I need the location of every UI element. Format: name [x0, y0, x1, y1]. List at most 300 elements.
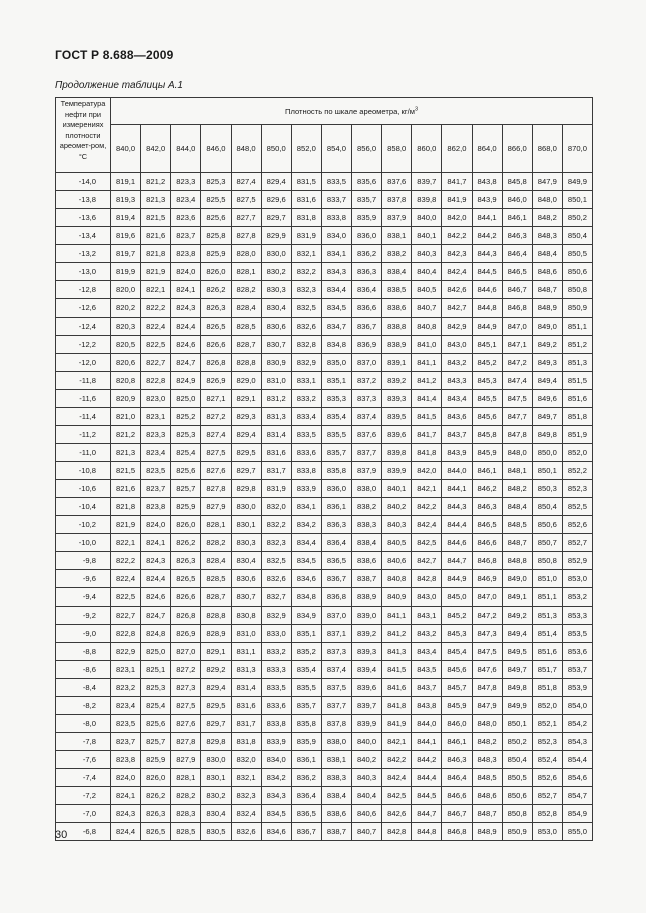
density-cell: 837,6	[352, 425, 382, 443]
density-cell: 839,0	[352, 606, 382, 624]
density-cell: 835,8	[291, 714, 321, 732]
density-cell: 839,7	[352, 696, 382, 714]
density-cell: 823,7	[111, 732, 141, 750]
density-cell: 839,9	[352, 714, 382, 732]
density-cell: 848,3	[472, 751, 502, 769]
density-cell: 835,9	[352, 209, 382, 227]
density-cell: 820,3	[111, 317, 141, 335]
density-cell: 822,8	[111, 624, 141, 642]
density-cell: 836,8	[321, 588, 351, 606]
temperature-cell: -8,2	[56, 696, 111, 714]
density-cell: 850,2	[502, 732, 532, 750]
temperature-cell: -11,0	[56, 443, 111, 461]
density-cell: 842,2	[412, 498, 442, 516]
density-cell: 822,4	[111, 570, 141, 588]
density-cell: 837,2	[352, 371, 382, 389]
table-row	[56, 191, 593, 209]
density-cell: 848,3	[532, 227, 562, 245]
density-cell: 825,4	[141, 696, 171, 714]
density-cell: 826,2	[201, 281, 231, 299]
density-cell: 827,2	[201, 407, 231, 425]
column-header: 866,0	[502, 125, 532, 173]
temperature-cell: -7,2	[56, 787, 111, 805]
density-cell: 829,7	[261, 209, 291, 227]
density-cell: 850,8	[532, 552, 562, 570]
density-cell: 829,7	[231, 462, 261, 480]
density-cell: 821,0	[111, 407, 141, 425]
density-cell: 824,4	[141, 570, 171, 588]
density-cell: 825,9	[171, 498, 201, 516]
density-cell: 826,9	[171, 624, 201, 642]
density-cell: 845,8	[472, 425, 502, 443]
density-cell: 825,9	[201, 245, 231, 263]
density-cell: 842,9	[442, 317, 472, 335]
temperature-cell: -11,8	[56, 371, 111, 389]
density-cell: 829,0	[231, 371, 261, 389]
temperature-cell: -12,8	[56, 281, 111, 299]
density-cell: 823,3	[171, 173, 201, 191]
density-cell: 831,5	[291, 173, 321, 191]
density-header-sup: 3	[414, 105, 418, 112]
density-cell: 829,7	[201, 714, 231, 732]
density-cell: 833,9	[261, 732, 291, 750]
temperature-cell: -8,4	[56, 678, 111, 696]
density-cell: 834,1	[291, 498, 321, 516]
column-header: 852,0	[291, 125, 321, 173]
density-cell: 827,5	[171, 696, 201, 714]
density-cell: 833,8	[261, 714, 291, 732]
density-cell: 848,5	[472, 769, 502, 787]
density-cell: 849,7	[502, 660, 532, 678]
density-cell: 847,9	[532, 173, 562, 191]
density-cell: 841,8	[412, 443, 442, 461]
density-cell: 842,7	[442, 299, 472, 317]
density-cell: 837,9	[382, 209, 412, 227]
density-cell: 825,2	[171, 407, 201, 425]
density-cell: 847,4	[502, 371, 532, 389]
density-cell: 834,4	[291, 534, 321, 552]
density-cell: 845,8	[502, 173, 532, 191]
density-cell: 852,8	[532, 805, 562, 823]
temperature-cell: -9,6	[56, 570, 111, 588]
density-cell: 820,9	[111, 389, 141, 407]
density-cell: 839,8	[382, 443, 412, 461]
density-cell: 843,4	[442, 389, 472, 407]
density-cell: 828,0	[231, 245, 261, 263]
density-cell: 844,5	[472, 263, 502, 281]
density-cell: 830,4	[231, 552, 261, 570]
density-cell: 825,6	[141, 714, 171, 732]
density-cell: 843,7	[412, 678, 442, 696]
density-cell: 849,8	[502, 678, 532, 696]
density-cell: 852,0	[562, 443, 592, 461]
density-cell: 831,4	[261, 425, 291, 443]
density-cell: 829,2	[201, 660, 231, 678]
density-cell: 843,8	[412, 696, 442, 714]
density-cell: 832,3	[291, 281, 321, 299]
density-cell: 831,7	[231, 714, 261, 732]
density-cell: 823,7	[171, 227, 201, 245]
density-cell: 828,7	[201, 588, 231, 606]
density-cell: 832,0	[231, 751, 261, 769]
density-cell: 829,4	[201, 678, 231, 696]
column-header: 858,0	[382, 125, 412, 173]
table-caption: Продолжение таблицы А.1	[55, 80, 183, 91]
density-cell: 846,1	[472, 462, 502, 480]
density-cell: 847,1	[502, 335, 532, 353]
temperature-cell: -12,6	[56, 299, 111, 317]
density-cell: 830,4	[201, 805, 231, 823]
temperature-cell: -10,4	[56, 498, 111, 516]
density-cell: 822,7	[111, 606, 141, 624]
density-super-header	[111, 98, 593, 125]
density-cell: 826,6	[171, 588, 201, 606]
density-cell: 836,2	[291, 769, 321, 787]
density-cell: 840,6	[352, 805, 382, 823]
temperature-cell: -6,8	[56, 823, 111, 841]
density-cell: 820,6	[111, 353, 141, 371]
density-cell: 840,0	[352, 732, 382, 750]
density-cell: 831,0	[261, 371, 291, 389]
density-cell: 823,6	[171, 209, 201, 227]
temperature-cell: -13,4	[56, 227, 111, 245]
density-cell: 832,9	[291, 353, 321, 371]
density-cell: 840,7	[352, 823, 382, 841]
density-cell: 834,8	[291, 588, 321, 606]
density-cell: 837,8	[382, 191, 412, 209]
density-cell: 846,2	[472, 480, 502, 498]
density-cell: 848,0	[472, 714, 502, 732]
density-cell: 846,5	[502, 263, 532, 281]
density-cell: 828,9	[201, 624, 231, 642]
table-row	[56, 516, 593, 534]
density-cell: 841,5	[382, 660, 412, 678]
density-cell: 836,7	[321, 570, 351, 588]
density-cell: 830,7	[231, 588, 261, 606]
density-cell: 827,2	[171, 660, 201, 678]
density-cell: 848,0	[502, 443, 532, 461]
density-cell: 824,6	[171, 335, 201, 353]
density-cell: 841,7	[412, 425, 442, 443]
density-cell: 831,9	[261, 480, 291, 498]
density-cell: 830,0	[231, 498, 261, 516]
density-cell: 838,0	[321, 732, 351, 750]
density-cell: 825,5	[201, 191, 231, 209]
density-cell: 851,9	[562, 425, 592, 443]
density-cell: 844,8	[412, 823, 442, 841]
density-cell: 834,3	[321, 263, 351, 281]
density-cell: 829,8	[201, 732, 231, 750]
density-cell: 824,1	[171, 281, 201, 299]
density-cell: 826,3	[171, 552, 201, 570]
density-cell: 841,9	[442, 191, 472, 209]
density-cell: 845,3	[442, 624, 472, 642]
temperature-cell: -13,8	[56, 191, 111, 209]
table-row	[56, 371, 593, 389]
density-cell: 828,2	[201, 534, 231, 552]
density-cell: 832,1	[291, 245, 321, 263]
density-cell: 840,3	[352, 769, 382, 787]
temperature-cell: -13,6	[56, 209, 111, 227]
table-row	[56, 678, 593, 696]
density-cell: 844,7	[412, 805, 442, 823]
density-cell: 842,8	[412, 570, 442, 588]
density-cell: 849,5	[502, 642, 532, 660]
density-cell: 836,4	[321, 534, 351, 552]
density-cell: 849,4	[532, 371, 562, 389]
density-cell: 828,5	[171, 823, 201, 841]
table-row	[56, 696, 593, 714]
density-cell: 841,2	[412, 371, 442, 389]
density-cell: 832,1	[231, 769, 261, 787]
density-cell: 839,2	[382, 371, 412, 389]
column-header: 842,0	[141, 125, 171, 173]
density-cell: 833,6	[291, 443, 321, 461]
density-cell: 852,6	[562, 516, 592, 534]
density-cell: 854,0	[562, 696, 592, 714]
density-cell: 846,8	[442, 823, 472, 841]
table-row	[56, 480, 593, 498]
density-cell: 841,7	[442, 173, 472, 191]
density-cell: 822,5	[141, 335, 171, 353]
table-row	[56, 552, 593, 570]
table-row	[56, 660, 593, 678]
density-cell: 820,0	[111, 281, 141, 299]
density-cell: 830,4	[261, 299, 291, 317]
density-cell: 838,0	[352, 480, 382, 498]
density-cell: 836,5	[321, 552, 351, 570]
density-cell: 845,1	[472, 335, 502, 353]
density-cell: 830,0	[261, 245, 291, 263]
density-cell: 836,7	[352, 317, 382, 335]
density-cell: 849,9	[502, 696, 532, 714]
density-cell: 830,3	[231, 534, 261, 552]
density-cell: 824,0	[141, 516, 171, 534]
density-cell: 839,3	[352, 642, 382, 660]
density-cell: 825,3	[201, 173, 231, 191]
density-cell: 847,0	[502, 317, 532, 335]
density-cell: 846,3	[502, 227, 532, 245]
density-cell: 851,2	[562, 335, 592, 353]
table-row	[56, 606, 593, 624]
density-cell: 848,0	[532, 191, 562, 209]
density-cell: 835,1	[321, 371, 351, 389]
table-row	[56, 751, 593, 769]
density-cell: 826,5	[201, 317, 231, 335]
density-cell: 831,1	[231, 642, 261, 660]
density-cell: 833,1	[291, 371, 321, 389]
density-cell: 829,1	[231, 389, 261, 407]
density-cell: 837,4	[321, 660, 351, 678]
density-cell: 822,5	[111, 588, 141, 606]
density-cell: 840,5	[412, 281, 442, 299]
temperature-cell: -9,2	[56, 606, 111, 624]
density-cell: 844,1	[412, 732, 442, 750]
density-cell: 838,3	[321, 769, 351, 787]
temperature-cell: -11,4	[56, 407, 111, 425]
density-cell: 828,2	[171, 787, 201, 805]
density-cell: 848,6	[472, 787, 502, 805]
table-row	[56, 299, 593, 317]
density-cell: 844,8	[472, 299, 502, 317]
density-cell: 826,5	[171, 570, 201, 588]
density-cell: 821,2	[141, 173, 171, 191]
density-cell: 829,1	[201, 642, 231, 660]
density-cell: 827,3	[171, 678, 201, 696]
table-row	[56, 462, 593, 480]
density-cell: 836,3	[321, 516, 351, 534]
density-cell: 838,7	[321, 823, 351, 841]
density-cell: 835,0	[321, 353, 351, 371]
table-row	[56, 209, 593, 227]
density-cell: 829,6	[261, 191, 291, 209]
column-header: 868,0	[532, 125, 562, 173]
density-cell: 842,4	[382, 769, 412, 787]
density-table-container	[55, 97, 592, 841]
density-cell: 832,8	[291, 335, 321, 353]
density-cell: 826,8	[201, 353, 231, 371]
density-cell: 843,4	[412, 642, 442, 660]
density-cell: 822,4	[141, 317, 171, 335]
density-cell: 840,6	[382, 552, 412, 570]
density-cell: 840,3	[382, 516, 412, 534]
density-cell: 823,7	[141, 480, 171, 498]
density-cell: 840,4	[352, 787, 382, 805]
density-cell: 828,8	[201, 606, 231, 624]
density-cell: 831,2	[261, 389, 291, 407]
column-header: 862,0	[442, 125, 472, 173]
table-row	[56, 317, 593, 335]
density-cell: 830,5	[201, 823, 231, 841]
density-cell: 827,0	[171, 642, 201, 660]
density-cell: 841,9	[382, 714, 412, 732]
density-cell: 847,9	[472, 696, 502, 714]
density-cell: 850,6	[562, 263, 592, 281]
density-cell: 841,5	[412, 407, 442, 425]
density-cell: 845,3	[472, 371, 502, 389]
density-cell: 839,1	[382, 353, 412, 371]
table-body	[56, 173, 593, 841]
density-cell: 843,9	[442, 443, 472, 461]
density-cell: 851,3	[532, 606, 562, 624]
density-cell: 840,1	[412, 227, 442, 245]
density-cell: 822,7	[141, 353, 171, 371]
density-cell: 838,5	[382, 281, 412, 299]
density-cell: 848,2	[532, 209, 562, 227]
density-cell: 835,6	[352, 173, 382, 191]
table-row	[56, 425, 593, 443]
density-cell: 844,2	[472, 227, 502, 245]
density-cell: 841,2	[382, 624, 412, 642]
density-cell: 843,2	[412, 624, 442, 642]
density-cell: 829,5	[231, 443, 261, 461]
density-cell: 829,4	[261, 173, 291, 191]
density-cell: 832,4	[231, 805, 261, 823]
density-cell: 824,3	[171, 299, 201, 317]
density-cell: 845,6	[472, 407, 502, 425]
density-cell: 832,3	[261, 534, 291, 552]
density-cell: 837,7	[352, 443, 382, 461]
density-cell: 831,3	[231, 660, 261, 678]
density-cell: 844,4	[412, 769, 442, 787]
density-cell: 833,7	[321, 191, 351, 209]
density-cell: 824,8	[141, 624, 171, 642]
density-cell: 837,5	[321, 678, 351, 696]
density-cell: 826,2	[171, 534, 201, 552]
document-header: ГОСТ Р 8.688—2009	[55, 48, 174, 62]
density-cell: 846,5	[472, 516, 502, 534]
table-row	[56, 443, 593, 461]
table-row	[56, 335, 593, 353]
density-cell: 826,0	[201, 263, 231, 281]
density-cell: 824,0	[111, 769, 141, 787]
density-cell: 848,9	[472, 823, 502, 841]
density-cell: 848,5	[502, 516, 532, 534]
density-cell: 850,0	[532, 443, 562, 461]
density-cell: 836,2	[352, 245, 382, 263]
density-cell: 851,0	[532, 570, 562, 588]
density-cell: 850,8	[562, 281, 592, 299]
density-cell: 842,2	[442, 227, 472, 245]
density-cell: 845,2	[442, 606, 472, 624]
density-cell: 852,7	[562, 534, 592, 552]
density-cell: 848,6	[532, 263, 562, 281]
density-cell: 827,9	[171, 751, 201, 769]
density-cell: 836,1	[291, 751, 321, 769]
density-cell: 837,0	[352, 353, 382, 371]
density-header-text: Плотность по шкале ареометра, кг/м	[285, 106, 415, 116]
density-cell: 844,9	[472, 317, 502, 335]
density-cell: 847,5	[502, 389, 532, 407]
density-cell: 824,4	[171, 317, 201, 335]
table-row	[56, 805, 593, 823]
temperature-cell: -8,0	[56, 714, 111, 732]
density-cell: 852,2	[562, 462, 592, 480]
density-cell: 848,4	[502, 498, 532, 516]
density-cell: 819,3	[111, 191, 141, 209]
density-cell: 831,3	[261, 407, 291, 425]
density-cell: 849,1	[502, 588, 532, 606]
density-cell: 844,7	[442, 552, 472, 570]
density-cell: 821,5	[141, 209, 171, 227]
density-cell: 824,0	[171, 263, 201, 281]
temperature-cell: -10,2	[56, 516, 111, 534]
density-cell: 832,5	[291, 299, 321, 317]
density-cell: 820,5	[111, 335, 141, 353]
density-cell: 827,6	[171, 714, 201, 732]
density-cell: 850,5	[502, 769, 532, 787]
density-cell: 853,6	[562, 642, 592, 660]
density-cell: 830,8	[231, 606, 261, 624]
temperature-cell: -9,4	[56, 588, 111, 606]
density-cell: 847,3	[472, 624, 502, 642]
density-cell: 843,0	[412, 588, 442, 606]
density-cell: 844,1	[472, 209, 502, 227]
density-cell: 840,8	[412, 317, 442, 335]
density-cell: 854,4	[562, 751, 592, 769]
density-cell: 824,9	[171, 371, 201, 389]
density-cell: 828,8	[231, 353, 261, 371]
density-cell: 851,6	[562, 389, 592, 407]
density-cell: 830,3	[261, 281, 291, 299]
density-cell: 829,9	[261, 227, 291, 245]
density-cell: 834,2	[261, 769, 291, 787]
density-cell: 842,1	[412, 480, 442, 498]
density-cell: 847,7	[502, 407, 532, 425]
density-cell: 831,4	[231, 678, 261, 696]
density-cell: 827,4	[231, 173, 261, 191]
density-cell: 846,8	[502, 299, 532, 317]
